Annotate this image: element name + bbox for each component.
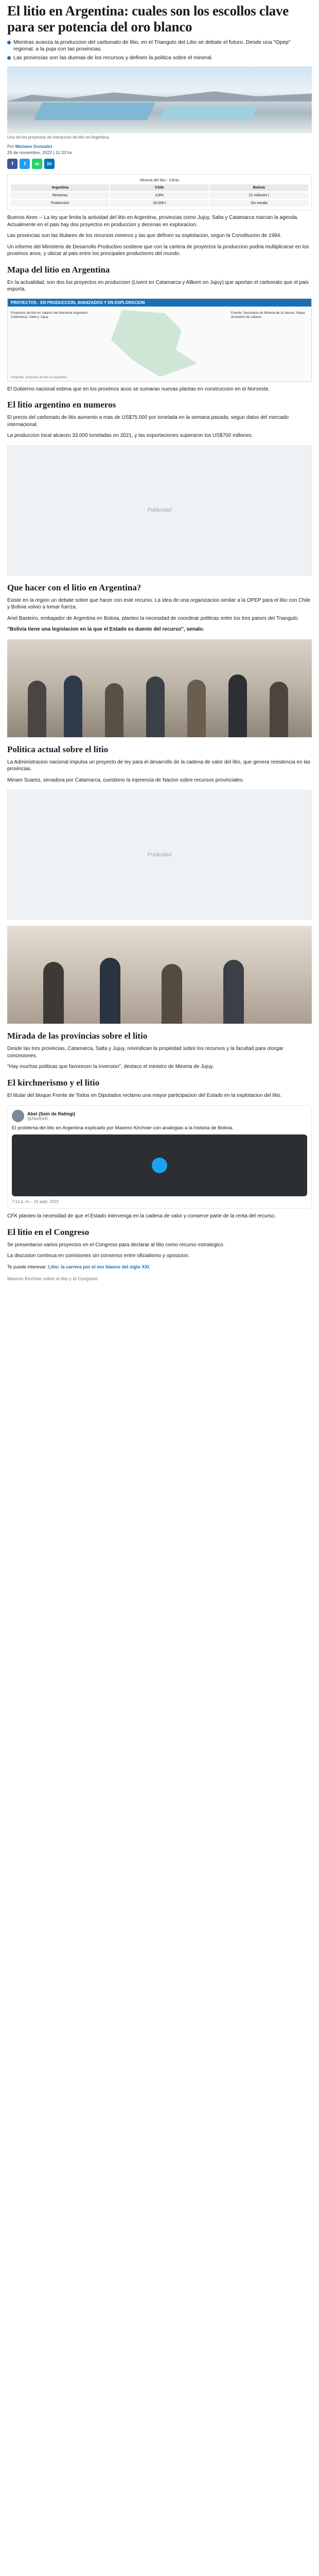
tweet-handle: @AbelDeR — [27, 1116, 48, 1121]
table-header: Bolivia — [210, 184, 308, 191]
section-title: El kirchnerismo y el litio — [7, 1077, 100, 1088]
avatar — [12, 1110, 24, 1122]
body-paragraph: Un informe del Ministerio de Desarrollo Productivo sostiene que con la cartera de proyectos la produccion podria multiplicarse en los proximos anos, y ubicar al pais entre los principales productores del mundo. — [7, 244, 309, 257]
pull-quote: "Bolivia tiene una legislacion en la que el Estado es duenio del recurso", senalo. — [7, 626, 204, 632]
body-paragraph: CFK planteo la necesidad de que el Estado intervenga en la cadena de valor y conserve parte de la renta del recurso. — [7, 1213, 276, 1219]
tweet-timestamp: 7:12 p. m. - 22 sept. 2022 — [12, 1199, 59, 1204]
section-title: El litio en el Congreso — [7, 1227, 90, 1237]
whatsapp-share-button[interactable]: w — [32, 159, 42, 169]
body-paragraph: La produccion local alcanzo 33.000 toneladas en 2021, y las exportaciones superaron los US$700 millones. — [7, 433, 253, 438]
table-header: Chile — [110, 184, 208, 191]
section-title: Mirada de las provincias sobre el litio — [7, 1031, 148, 1041]
closing-caption: Maximo Kirchner sobre el litio y el Congreso — [7, 1276, 98, 1281]
play-icon[interactable] — [152, 1158, 167, 1173]
hero-photo-caption: Uno de los proyectos de extraccion de litio en Argentina. — [7, 135, 110, 140]
body-paragraph: Buenos Aires -- La ley que limita la actividad del litio en Argentina, provincias como Jujuy, Salta y Catamarca marcan la agenda. Actualmente en el pais hay dos proyectos en produccion y decenas en exploracion. — [7, 215, 298, 228]
summary-bullet: Mientras avanza la produccion del carbonato de litio, en el Triangulo del Litio se debate el futuro. Desde una "Opep" regional, a la puja con las provincias. — [7, 39, 312, 53]
publish-date: 29 de noviembre, 2022 | 11:33 hs — [7, 150, 72, 155]
body-paragraph: Miriam Suarez, senadora por Catamarca, cuestiono la injerencia de Nacion sobre recursos provinciales. — [7, 777, 244, 783]
infographic-title: PROYECTOS - EN PRODUCCION, AVANZADOS Y EN EXPLORACION — [8, 299, 311, 307]
body-paragraph: El precio del carbonato de litio aumento a mas de US$75.000 por tonelada en la semana pasada, segun datos del mercado internacional. — [7, 415, 289, 428]
body-paragraph: La Administracion nacional impulsa un proyecto de ley para el desarrollo de la cadena de valor del litio, que genera resistencia en las provincias. — [7, 759, 311, 772]
infographic-caption: Infografia: proyectos de litio en Argentina. — [11, 376, 68, 379]
section-title: Mapa del litio en Argentina — [7, 264, 110, 275]
advertisement[interactable]: Publicidad — [7, 790, 312, 920]
tweet-text: El problema del litio en Argentina explicado por Maximo Kirchner con analogias a la historia de Bolivia. — [12, 1125, 234, 1131]
body-paragraph: El Gobierno nacional estima que en los proximos anos se sumaran nuevas plantas en construccion en el Noroeste. — [7, 386, 270, 392]
byline: Por Mariano Gonzalez 29 de noviembre, 2022 | 11:33 hs — [7, 144, 72, 155]
summary-bullet: Las provincias son las duenas de los recursos y definen la politica sobre el mineral. — [7, 55, 312, 61]
author-link[interactable]: Mariano Gonzalez — [15, 144, 52, 149]
infographic-left-text: Proyectos de litio en salares del Noroeste argentino: Catamarca, Salta y Jujuy. — [11, 311, 88, 319]
section-title: El litio argentino en numeros — [7, 400, 116, 410]
body-paragraph: En la actualidad, son dos los proyectos en produccion (Livent en Catamarca y Allkem en Jujuy) que aportan el carbonato que el pais exporta. — [7, 279, 309, 292]
table-cell: Produccion — [11, 200, 109, 207]
facebook-share-button[interactable]: f — [7, 159, 17, 169]
argentina-map — [100, 310, 208, 377]
linkedin-share-button[interactable]: in — [44, 159, 55, 169]
table-header: Argentina — [11, 184, 109, 191]
body-paragraph: Se presentaron varios proyectos en el Congreso para declarar al litio como recurso estrategico. — [7, 1242, 225, 1248]
data-table — [7, 174, 312, 210]
twitter-share-button[interactable]: t — [20, 159, 30, 169]
bullet-dot-icon — [7, 56, 11, 60]
related-link-box — [7, 1264, 312, 1270]
related-label: Te puede interesar: — [7, 1264, 47, 1269]
table-cell: 21 millones t — [210, 192, 308, 199]
body-paragraph: "Hay muchas politicas que favorecen la inversion", destaco el ministro de Mineria de Jujuy. — [7, 1064, 214, 1070]
body-paragraph: Las provincias son las titulares de los recursos mineros y las que definen su explotacion, segun la Constitucion de 1994. — [7, 233, 282, 239]
bullet-dot-icon — [7, 41, 11, 44]
body-paragraph: Existe en la region un debate sobre que hacer con este recurso. La idea de una organizacion similar a la OPEP para el litio con Chile y Bolivia volvio a tomar fuerza. — [7, 597, 311, 610]
summary-bullets — [7, 39, 312, 61]
embedded-tweet[interactable] — [7, 1105, 312, 1209]
section-title: Que hacer con el litio en Argentina? — [7, 582, 141, 592]
officials-photo — [7, 926, 312, 1024]
section-title: Politica actual sobre el litio — [7, 744, 109, 754]
body-paragraph: La discusion continua en comisiones sin consenso entre oficialismo y oposicion. — [7, 1253, 190, 1259]
table-cell: 33.000 t — [110, 200, 208, 207]
table-cell: Reservas — [11, 192, 109, 199]
infographic-right-text: Fuente: Secretaria de Mineria de la Nacion. Mapa ilustrativo de salares. — [231, 311, 305, 319]
body-paragraph: Ariel Basteiro, embajador de Argentina en Bolivia, planteo la necesidad de coordinar politicas entre los tres paises del Triangulo. — [7, 615, 299, 621]
share-bar — [7, 159, 312, 169]
lithium-projects-infographic — [7, 298, 312, 382]
hero-photo — [7, 66, 312, 133]
meeting-photo — [7, 639, 312, 737]
headline: El litio en Argentina: cuales son los escollos clave para ser potencia del oro blanco — [7, 3, 289, 35]
body-paragraph: El titular del bloque Frente de Todos en Diputados reclamo una mayor participacion del Estado en la explotacion del litio. — [7, 1092, 282, 1098]
table-cell: 9,8% — [110, 192, 208, 199]
table-title: Mineria del litio - Cifras — [139, 178, 180, 182]
body-paragraph: Desde las tres provincias, Catamarca, Salta y Jujuy, reivindican la propiedad sobre los recursos y la facultad para otorgar concesiones. — [7, 1046, 283, 1059]
tweet-video[interactable] — [12, 1134, 307, 1196]
advertisement[interactable]: Publicidad — [7, 446, 312, 575]
tweet-author[interactable]: Abel (Sein de Ratingi) — [27, 1111, 76, 1116]
related-article-link[interactable]: Litio: la carrera por el oro blanco del siglo XXI — [48, 1264, 150, 1269]
table-cell: Sin escala — [210, 200, 308, 207]
